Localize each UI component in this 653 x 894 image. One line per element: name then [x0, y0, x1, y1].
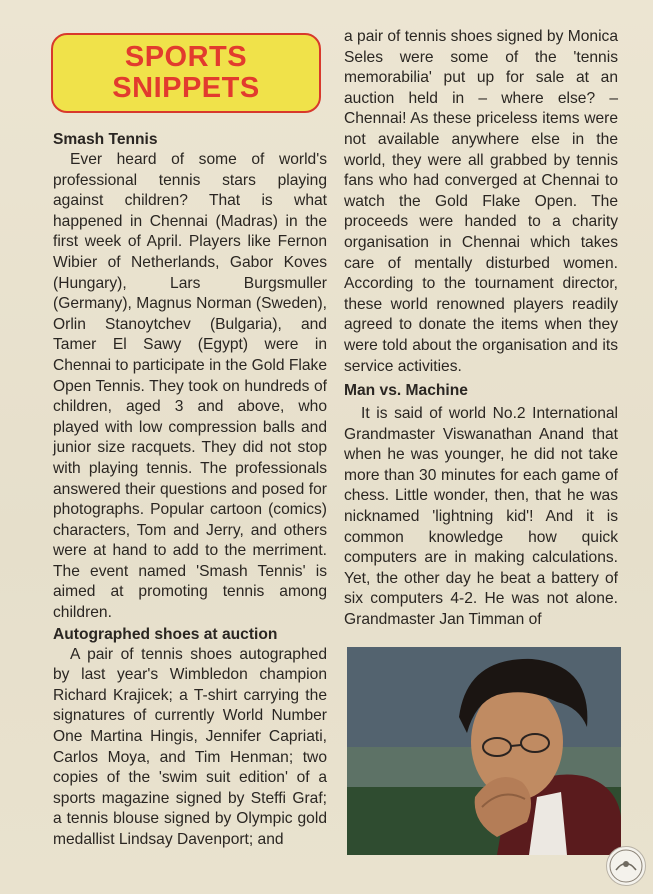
sports-snippets-banner: [51, 33, 321, 113]
publisher-logo: [606, 846, 646, 886]
smash-tennis-body: Ever heard of some of world's professional tennis stars playing against children? That is what happened in Chennai (Madras) in the first week of April. Players like Fernon Wibier of Netherlands, Gabor Koves (Hungary), Lars Burgsmuller (Germany), Magnus Norman (Sweden), Orlin Stanoytchev (Bulgaria), and Tamer El Sawy (Egypt) were in Chennai to participate in the Gold Flake Open Tennis. They took on hundreds of children, aged 3 and above, who played with low compression balls and junior size racquets. They did not stop with playing tennis. The professionals answered their questions and posed for photographs. Popular cartoon (comics) characters, Tom and Jerry, and others were at hand to add to the merriment. The event named 'Smash Tennis' is aimed at promoting tennis among children.: [53, 151, 327, 622]
banner-line-1: SPORTS: [124, 41, 248, 73]
man-vs-machine-body: It is said of world No.2 International Grandmaster Viswanathan Anand that when he was younger, he did not take more than 30 minutes for each game of chess. Little wonder, then, that he was nicknamed 'lightning kid'! And it is common knowledge how quick computers are in making calculations. Yet, the other day he beat a battery of six computers 4-2. He was not alone. Grandmaster Jan Timman of: [344, 405, 618, 629]
right-column: [344, 27, 618, 631]
auction-body: A pair of tennis shoes autographed by last year's Wimbledon champion Richard Krajicek; a T-shirt carrying the signatures of currently World Number One Martina Hingis, Jennifer Capriati, Carlos Moya, and Tim Henman; two copies of the 'swim suit edition' of a sports magazine signed by Steffi Graf; a tennis blouse signed by Olympic gold medallist Lindsay Davenport; and: [53, 645, 327, 848]
anand-photo: [347, 647, 621, 855]
publisher-logo-icon: [607, 847, 645, 885]
smash-tennis-heading: Smash Tennis: [53, 131, 158, 148]
anand-photo-illustration: [347, 647, 621, 855]
banner-line-2: SNIPPETS: [112, 72, 260, 104]
auction-body-continued: a pair of tennis shoes signed by Monica Seles were some of the 'tennis memorabilia' put up for sale at an auction held in – where else? – Chennai! As these priceless items were not available anywhere else in the world, they were all grabbed by tennis fans who had converged at Chennai to watch the Gold Flake Open. The proceeds were handed to a charity organisation in Chennai which takes care of mentally disturbed women. According to the tournament director, these world renowned players readily agreed to donate the items when they were told about the organisation and its service activities.: [344, 28, 618, 375]
man-vs-machine-heading: Man vs. Machine: [344, 382, 468, 400]
left-column: [53, 129, 327, 851]
auction-heading: Autographed shoes at auction: [53, 625, 278, 643]
